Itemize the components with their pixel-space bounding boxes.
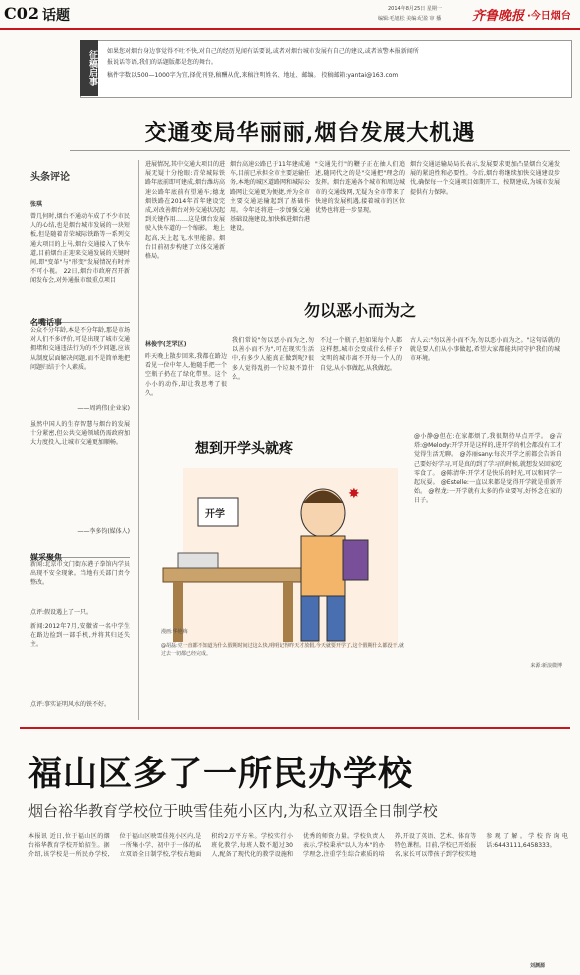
headline-rule [70,150,570,151]
meicai-comment-2: 点评:事实证明风水的铁不好。 [30,701,111,708]
section-name: 话题 [42,8,70,24]
mingzui-signature-2: ——李多钧(媒体人) [77,528,130,535]
article-column-2: 烟台高速公路已于11年建成通车,目前已承担全市主要运输任务,本地的城区道路网和城际公路网让交通更为便捷,并为全市主要交通运输起到了基础作用。今年还将进一步加强交通基础设施建设,加快推进烟台港建设。 [230,161,310,233]
subhead-meicai [30,545,130,562]
cartoon-illustration [143,458,408,668]
notice-label [80,40,98,96]
evil-column-2: 我们常说"勿以恶小而为之,勿以善小而不为",可在现实生活中,有多少人能真正做到呢?很多人觉得乱扔一个垃圾不算什么。 [232,337,314,381]
cartoon-credit: 漫画:华艳梅 [161,629,188,635]
article-column-1: 进展情况,其中交通大项目的进展无疑十分抢眼:青荣城际铁路年底前即可建成,烟台潍坊高速公路年底前有望通车;德龙烟铁路在2014年首年建设完成,对改善烟台对外交通状况起到关键作用……这是烟台发展驶入快车道的一个缩影。 地上起高,天上起飞,水里能游。烟台目前初步构建了立体交通新格局。 [145,161,225,261]
left-column-divider [138,160,139,720]
weibo-source: 来源:新浪微博 [530,663,562,669]
notice-line-1: 如果您对烟台身边事觉得不吐不快,对自己的经历见闻有话要说,或者对烟台城市发展有自己的建议,或者该警本报新闻所 [107,48,419,55]
desk [163,568,303,582]
edition-name: ·今日烟台 [527,11,571,22]
notice-label-text: 征稿启事 [87,50,97,86]
lead-column-text: 曾几何时,烟台不通动车成了不少市民人的心结,也是烟台城市发展的一块短板,但是随着青荣城际铁路等一系列交通大项目的上马,烟台交通接入了快车道,目前烟台正迎来交通发展的关键时间,即"变革"与"形变"发展情况有时并不可小视。 22日,烟台市政府召开新闻发布会,对外通报市级重点项目 [30,213,130,285]
author-name: 张琪 [30,201,43,208]
cartoon-panel [143,428,408,673]
student-body [301,536,345,596]
page-code: C02 [4,4,39,23]
headline-traffic: 交通变局华丽丽,烟台发展大机遇 [144,120,476,146]
column-head-label: 头条评论 [30,172,70,183]
headache-icon: ✸ [348,486,360,502]
mingzui-signature: ——周鸿伟(企业家) [77,405,130,412]
article-column-4: 烟台交通运输局局长表示,发展要求更加凸显烟台交通发展的紧迫性和必要性。今后,烟台将继续加快交通建设步伐,确保每一个交通项目如期开工、按期建成,为城市发展提供有力保障。 [410,161,560,196]
mingzui-text-2: 虽然中国人的生存智慧与烟台的发展十分紧密,但公共交通领域仍需政府加大力度投入,让城市交通更加顺畅。 [30,421,130,447]
cartoon-sign: 开学 [205,509,225,520]
date-line: 2014年8月25日 星期一 [388,6,442,12]
meicai-news-2: 新闻:2012年7月,安徽省一名中学生在路边捡到一部手机,并将其归还失主。 [30,623,130,649]
subheadline-school: 烟台裕华教育学校位于映雪佳苑小区内,为私立双语全日制学校 [28,802,438,820]
mingzui-text: 公众不分年龄,本是不分年龄,那是市场对人们不多评价,可是出现了城市交通拥堵和交通违法行为的不少问题,应该从制度层面解决问题,而不是简单地把问题归结于个人素质。 [30,327,130,371]
headline-evil: 勿以恶小而为之 [303,301,416,320]
subhead-mingzui [30,310,130,327]
weibo-comments: @小静@但在:在家都烦了,我很期待早点开学。 @吉塔:@Melody:开学开是这样的,进开学的机会都没有工才觉得生活无聊。 @苏丽sany:每次开学之前都会告诉自己要好好学习,可是真的到了学习的时候,就想发呆回家吃零食了。 @陈清华:开学才是快乐的时光,可以和同学一起玩耍。 @Estelle:一直以来都是觉得开学就是重新开始。 @程龙:一开学就有太多的作业要写,好怀念在家的日子。 [414,433,562,505]
notice-line-3: 稿件字数以500—1000字为宜,择优刊登,稿酬从优,来稿注明姓名、地址、邮编。 投稿邮箱:yantai@163.com [107,72,399,79]
page-header [0,0,580,28]
bottom-section-rule [20,727,570,729]
article-column-3: "交通先行"的鞭子正在抽人们追述,随同代之的是"交通把"理念的发挥。烟台连通各个城市和周边城市的交通线网,无疑为全市带来了快速的发展机遇,接着城市的区位优势也将进一步显现。 [315,161,405,215]
subhead-mingzui-text: 名嘴话事 [30,318,62,327]
header-rule [0,28,580,30]
brand-logo: 齐鲁晚报 [472,9,525,24]
evil-column-4: 古人云:"勿以善小而不为,勿以恶小而为之。"这句话就的就是要人们从小事做起,希望大家都能共同守护我们的城市环境。 [410,337,560,363]
subhead-meicai-text: 媒采聚焦 [30,553,62,562]
books [178,553,218,568]
cartoon-title: 想到开学头就疼 [195,441,293,457]
notice-line-2: 报说话等语,我们的话题版都是您的舞台。 [107,59,217,66]
school-article-signature: 刘渊源 [530,963,546,969]
meicai-news-1: 新闻:北京市文门街东港子拳馆内学员出现不安全现象。当地有关部门责令整改。 [30,561,130,587]
evil-column-1: 昨天晚上散步回来,我都在路边看见一位中年人,他随手把一个空瓶子扔在了绿化带里。这个小小的动作,却让我思考了很久。 [145,353,227,397]
notice-box [80,40,572,98]
school-article-text: 本报讯 近日,位于福山区的烟台裕华教育学校开始招生。据介绍,该学校是一所民办学校,位于福山区映雪佳苑小区内,是一所集小学、初中于一体的私立双语全日制学校,学校占地面积约2万平方米。学校实行小班化教学,每班人数不超过30人,配备了现代化的教学设施和优秀的师资力量。学校负责人表示,学校秉承"以人为本"的办学理念,注重学生综合素质的培养,开设了英语、艺术、体育等特色课程。目前,学校已开始报名,家长可以带孩子到学校实地参观了解。学校咨询电话:6443111,6458333。 [28,833,568,859]
meicai-comment-1: 点评:假设遇上了一只。 [30,609,93,616]
byline-2: 林俊宇(芝罘区) [145,341,187,348]
evil-column-3: 不过一个瓶子,但如果每个人都这样想,城市会变成什么样子?文明的城市离不开每一个人的自觉,从小事做起,从我做起。 [320,337,402,372]
editor-line: 编辑:毛旭松 美编:纪盈 审 播 [378,16,442,22]
headline-school: 福山区多了一所民办学校 [28,754,413,794]
backpack [343,540,368,580]
cartoon-caption: @胡磊:党一直都不知道为什么假期时间过这么快,明明记得昨天才放假,今天就要开学了,这个假期什么都没干,就过去一切都已经完成。 [161,643,405,657]
